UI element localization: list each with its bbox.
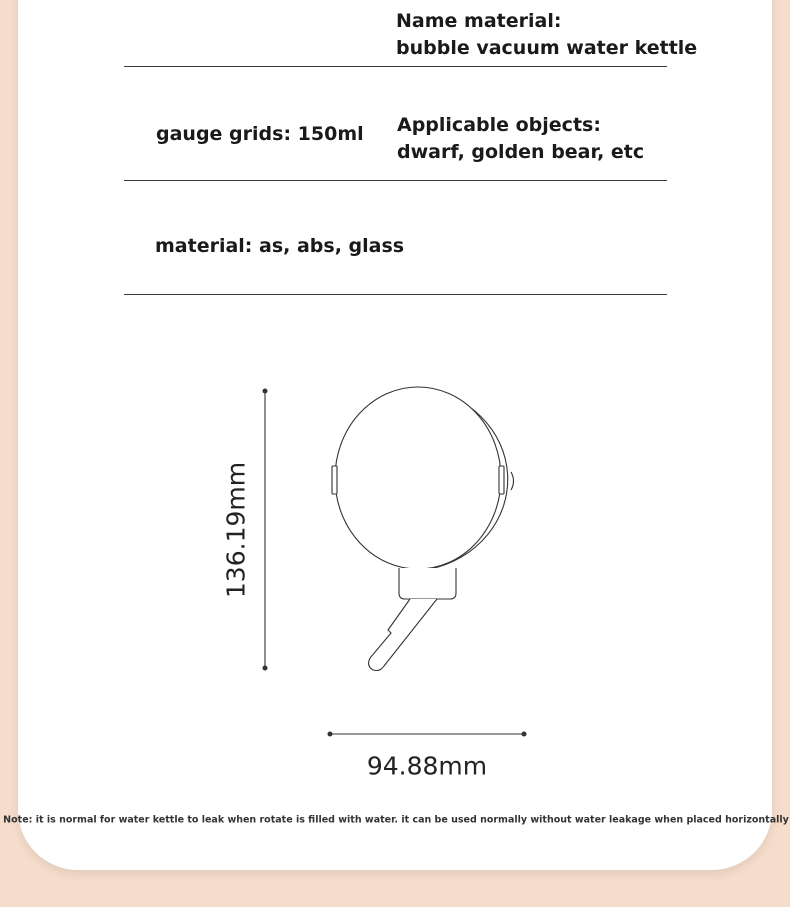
material-text: material: as, abs, glass xyxy=(155,235,405,257)
height-dimension-bottom-dot xyxy=(263,666,267,670)
width-dimension-left-dot xyxy=(328,732,332,736)
kettle-bubble xyxy=(335,387,501,569)
kettle-right-clip xyxy=(499,466,504,494)
leak-note: Note: it is normal for water kettle to leak when rotate is filled with water. it can be used normally without water leakage when placed horizontally xyxy=(3,814,789,826)
height-dimension-top-dot xyxy=(263,389,267,393)
name-material-value: bubble vacuum water kettle xyxy=(396,37,698,59)
applicable-objects-value: dwarf, golden bear, etc xyxy=(397,141,645,163)
height-dimension-label: 136.19mm xyxy=(221,461,251,599)
width-dimension-label: 94.88mm xyxy=(366,751,488,781)
kettle-spout xyxy=(369,599,437,671)
kettle-left-clip xyxy=(332,466,337,494)
name-material-label: Name material: xyxy=(396,10,562,32)
width-dimension-right-dot xyxy=(522,732,526,736)
applicable-objects-label: Applicable objects: xyxy=(397,114,601,136)
kettle-side-latch xyxy=(511,472,514,490)
kettle-cap xyxy=(399,568,456,599)
gauge-grids-text: gauge grids: 150ml xyxy=(156,123,364,145)
